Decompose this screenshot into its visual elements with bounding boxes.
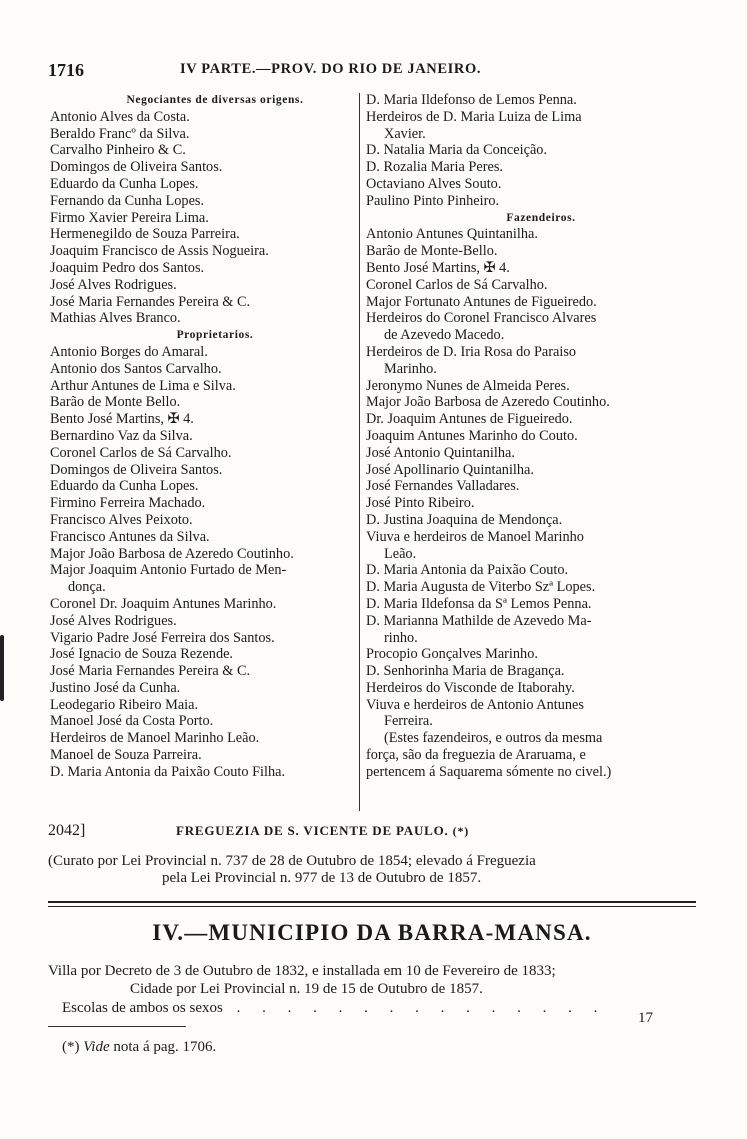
list-item: José Maria Fernandes Pereira & C. xyxy=(50,663,251,680)
list-item: Francisco Alves Peixoto. xyxy=(50,511,193,528)
list-item: Domingos de Oliveira Santos. xyxy=(50,461,223,478)
list-item: Antonio Alves da Costa. xyxy=(50,108,190,125)
curato-line: pela Lei Provincial n. 977 de 13 de Outubro de 1857. xyxy=(162,870,482,886)
fazendeiros-note-line: pertencem á Saquarema sómente no civel.) xyxy=(366,763,612,780)
list-item: Procopio Gonçalves Marinho. xyxy=(366,646,538,663)
page-header-title: IV PARTE.—PROV. DO RIO DE JANEIRO. xyxy=(180,61,482,77)
list-item-continuation: donça. xyxy=(68,579,106,596)
list-item: Herdeiros de D. Iria Rosa do Paraiso xyxy=(366,343,577,360)
list-item: D. Maria Antonia da Paixão Couto. xyxy=(366,562,569,579)
list-item: Leodegario Ribeiro Maia. xyxy=(50,696,199,713)
list-item: Joaquim Pedro dos Santos. xyxy=(50,259,205,276)
villa-line: Cidade por Lei Provincial n. 19 de 15 de Outubro de 1857. xyxy=(130,981,483,997)
section-rule-thick xyxy=(48,901,696,903)
escolas-value: 17 xyxy=(638,1010,653,1026)
list-item: Coronel Carlos de Sá Carvalho. xyxy=(366,276,548,293)
list-item: Major João Barbosa de Azeredo Coutinho. xyxy=(50,545,294,562)
list-item: Arthur Antunes de Lima e Silva. xyxy=(50,377,236,394)
list-item: Dr. Joaquim Antunes de Figueiredo. xyxy=(366,411,573,428)
footnote-text: nota á pag. 1706. xyxy=(113,1039,217,1055)
list-item: Herdeiros do Coronel Francisco Alvares xyxy=(366,310,597,327)
list-item: Paulino Pinto Pinheiro. xyxy=(366,192,500,209)
list-item: Jeronymo Nunes de Almeida Peres. xyxy=(366,377,570,394)
list-item: Bernardino Vaz da Silva. xyxy=(50,427,193,444)
list-item-continuation: Marinho. xyxy=(384,360,437,377)
freguezia-number: 2042] xyxy=(48,822,86,839)
curato-text xyxy=(48,853,688,887)
list-item: Major João Barbosa de Azeredo Coutinho. xyxy=(366,394,610,411)
list-item: José Alves Rodrigues. xyxy=(50,276,177,293)
list-item-continuation: Xavier. xyxy=(384,125,426,142)
freguezia-heading xyxy=(48,822,698,840)
list-item: Viuva e herdeiros de Manoel Marinho xyxy=(366,528,584,545)
list-item: Francisco Antunes da Silva. xyxy=(50,528,210,545)
list-item: Antonio dos Santos Carvalho. xyxy=(50,360,222,377)
municipio-title: IV.—MUNICIPIO DA BARRA-MANSA. xyxy=(152,920,592,945)
escolas-row xyxy=(62,1000,662,1026)
villa-text xyxy=(48,962,696,998)
list-item: Major Fortunato Antunes de Figueiredo. xyxy=(366,293,597,310)
list-item: José Fernandes Valladares. xyxy=(366,478,520,495)
escolas-label: Escolas de ambos os sexos xyxy=(62,1000,223,1016)
footnote-vide: Vide xyxy=(83,1039,110,1055)
list-item: Carvalho Pinheiro & C. xyxy=(50,142,186,159)
list-item: D. Marianna Mathilde de Azevedo Ma- xyxy=(366,612,592,629)
freguezia-title-text: FREGUEZIA DE S. VICENTE DE PAULO. xyxy=(176,823,449,838)
list-item: Manoel José da Costa Porto. xyxy=(50,713,214,730)
list-item: Firmo Xavier Pereira Lima. xyxy=(50,209,209,226)
margin-mark xyxy=(0,635,4,701)
list-item: Fernando da Cunha Lopes. xyxy=(50,192,205,209)
list-item: Bento José Martins, ✠ 4. xyxy=(366,259,510,276)
section-rule-thin xyxy=(48,906,696,907)
list-item: Mathias Alves Branco. xyxy=(50,310,181,327)
list-item: Manoel de Souza Parreira. xyxy=(50,747,202,764)
left-column xyxy=(50,92,356,781)
list-item-continuation: de Azevedo Macedo. xyxy=(384,327,505,344)
page-number: 1716 xyxy=(48,60,84,80)
section-heading-negociantes: Negociantes de diversas origens. xyxy=(126,94,304,106)
list-item: D. Maria Ildefonsa da Sª Lemos Penna. xyxy=(366,595,592,612)
list-item-continuation: rinho. xyxy=(384,629,418,646)
dot-leader: . . . . . . . . . . . . . . . xyxy=(236,1000,607,1016)
list-item: Barão de Monte Bello. xyxy=(50,394,181,411)
list-item: Firmino Ferreira Machado. xyxy=(50,495,206,512)
list-item: Coronel Dr. Joaquim Antunes Marinho. xyxy=(50,595,277,612)
list-item: Viuva e herdeiros de Antonio Antunes xyxy=(366,696,584,713)
list-item: José Apollinario Quintanilha. xyxy=(366,461,534,478)
list-item: Herdeiros do Visconde de Itaborahy. xyxy=(366,679,575,696)
list-item: Joaquim Francisco de Assis Nogueira. xyxy=(50,243,269,260)
fazendeiros-note-line: (Estes fazendeiros, e outros da mesma xyxy=(384,730,603,747)
footnote-reference: (*) xyxy=(452,824,470,838)
list-item: D. Senhorinha Maria de Bragança. xyxy=(366,663,565,680)
section-heading-fazendeiros: Fazendeiros. xyxy=(506,211,576,224)
list-item: Domingos de Oliveira Santos. xyxy=(50,159,223,176)
list-item: Antonio Borges do Amaral. xyxy=(50,343,208,360)
list-item-continuation: Leão. xyxy=(384,545,417,562)
footnote-rule xyxy=(48,1026,186,1027)
list-item: José Alves Rodrigues. xyxy=(50,612,177,629)
list-item-continuation: Ferreira. xyxy=(384,713,433,730)
list-item: Beraldo Francº da Silva. xyxy=(50,125,190,142)
footnote xyxy=(62,1039,216,1056)
list-item: José Maria Fernandes Pereira & C. xyxy=(50,293,251,310)
list-item: Herdeiros de Manoel Marinho Leão. xyxy=(50,730,260,747)
list-item: José Ignacio de Souza Rezende. xyxy=(50,646,234,663)
list-item: Octaviano Alves Souto. xyxy=(366,175,502,192)
list-item: D. Rozalia Maria Peres. xyxy=(366,159,503,176)
column-divider xyxy=(359,93,360,811)
list-item: Coronel Carlos de Sá Carvalho. xyxy=(50,444,232,461)
list-item: Justino José da Cunha. xyxy=(50,679,181,696)
section-heading-proprietarios: Proprietarios. xyxy=(176,329,254,342)
curato-line: (Curato por Lei Provincial n. 737 de 28 de Outubro de 1854; elevado á Freguezia xyxy=(48,853,536,869)
list-item: D. Maria Ildefonso de Lemos Penna. xyxy=(366,92,577,108)
list-item: Herdeiros de D. Maria Luiza de Lima xyxy=(366,108,582,125)
list-item: D. Justina Joaquina de Mendonça. xyxy=(366,511,563,528)
fazendeiros-note-line: força, são da freguezia de Araruama, e xyxy=(366,747,586,764)
freguezia-title xyxy=(176,823,469,839)
list-item: D. Maria Antonia da Paixão Couto Filha. xyxy=(50,763,286,780)
list-item: José Antonio Quintanilha. xyxy=(366,444,515,461)
footnote-marker: (*) xyxy=(62,1039,80,1055)
list-item: Antonio Antunes Quintanilha. xyxy=(366,226,538,243)
list-item: José Pinto Ribeiro. xyxy=(366,495,475,512)
list-item: Bento José Martins, ✠ 4. xyxy=(50,411,194,428)
list-item: Vigario Padre José Ferreira dos Santos. xyxy=(50,629,275,646)
list-item: Eduardo da Cunha Lopes. xyxy=(50,175,199,192)
list-item: Hermenegildo de Souza Parreira. xyxy=(50,226,240,243)
villa-line: Villa por Decreto de 3 de Outubro de 1832, e installada em 10 de Fevereiro de 1833; xyxy=(48,963,556,979)
list-item: Major Joaquim Antonio Furtado de Men- xyxy=(50,562,287,579)
list-item: D. Natalia Maria da Conceição. xyxy=(366,142,548,159)
list-item: Joaquim Antunes Marinho do Couto. xyxy=(366,427,578,444)
list-item: Eduardo da Cunha Lopes. xyxy=(50,478,199,495)
list-item: Barão de Monte-Bello. xyxy=(366,243,498,260)
right-column xyxy=(366,92,692,781)
list-item: D. Maria Augusta de Viterbo Szª Lopes. xyxy=(366,579,596,596)
